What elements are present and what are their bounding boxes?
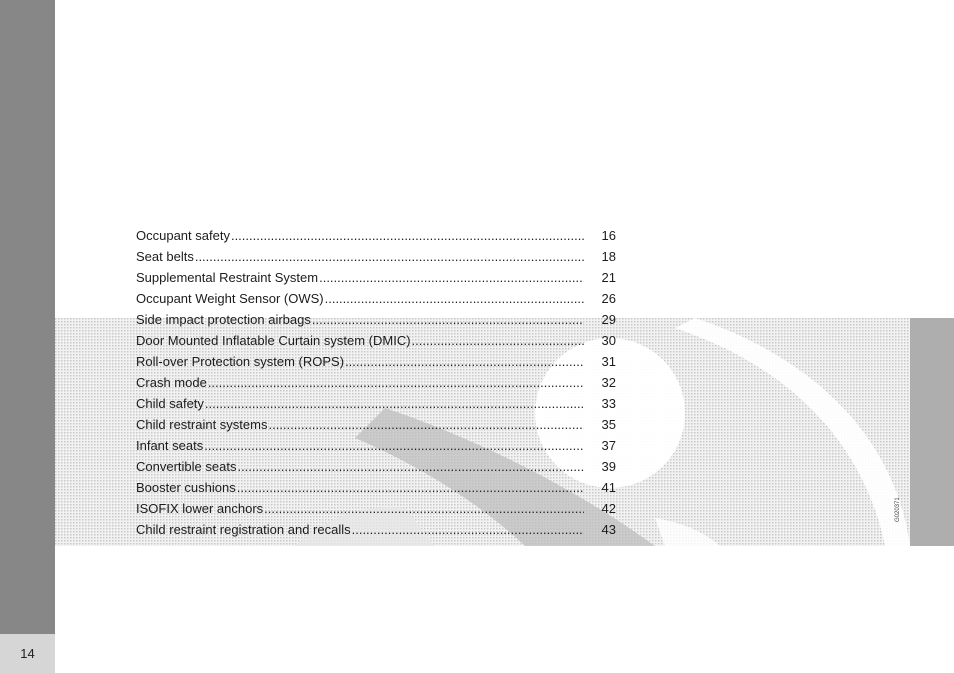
toc-entry-title: Convertible seats [136, 459, 237, 474]
toc-entry-title: Child restraint registration and recalls [136, 522, 351, 537]
toc-entry[interactable] [136, 267, 616, 288]
toc-leader-dots [268, 414, 584, 435]
toc-leader-dots [412, 330, 584, 351]
toc-entry[interactable] [136, 330, 616, 351]
toc-entry[interactable] [136, 225, 616, 246]
toc-leader-dots [325, 288, 584, 309]
toc-entry-title: Supplemental Restraint System [136, 270, 319, 285]
toc-entry-title: Child restraint systems [136, 417, 268, 432]
toc-entry[interactable] [136, 519, 616, 540]
toc-entry[interactable] [136, 456, 616, 477]
toc-leader-dots [237, 456, 584, 477]
toc-entry-page: 31 [601, 354, 616, 369]
image-code: G020371 [895, 497, 901, 522]
toc-entry-page: 43 [601, 522, 616, 537]
toc-leader-dots [205, 393, 584, 414]
toc-entry[interactable] [136, 393, 616, 414]
toc-entry[interactable] [136, 246, 616, 267]
toc-entry-title: ISOFIX lower anchors [136, 501, 264, 516]
toc-entry-title: Occupant Weight Sensor (OWS) [136, 291, 324, 306]
toc-entry-title: Side impact protection airbags [136, 312, 311, 327]
toc-leader-dots [231, 225, 584, 246]
toc-entry-page: 26 [601, 291, 616, 306]
toc-entry-page: 42 [601, 501, 616, 516]
toc-entry-page: 35 [601, 417, 616, 432]
toc-leader-dots [195, 246, 584, 267]
left-margin-bar [0, 0, 55, 673]
toc-entry-title: Roll-over Protection system (ROPS) [136, 354, 345, 369]
toc-entry-title: Crash mode [136, 375, 207, 390]
toc-entry[interactable] [136, 351, 616, 372]
toc-entry[interactable] [136, 498, 616, 519]
toc-entry-title: Booster cushions [136, 480, 236, 495]
toc-entry[interactable] [136, 309, 616, 330]
toc-entry-page: 29 [601, 312, 616, 327]
page-number: 14 [20, 646, 35, 661]
toc-entry-page: 16 [601, 228, 616, 243]
toc-leader-dots [319, 267, 584, 288]
toc-entry-title: Door Mounted Inflatable Curtain system (DMIC) [136, 333, 411, 348]
toc-leader-dots [204, 435, 584, 456]
toc-entry[interactable] [136, 288, 616, 309]
toc-leader-dots [312, 309, 584, 330]
toc-entry-title: Child safety [136, 396, 204, 411]
toc-leader-dots [352, 519, 584, 540]
toc-entry-page: 18 [601, 249, 616, 264]
toc-entry-page: 39 [601, 459, 616, 474]
toc-leader-dots [345, 351, 584, 372]
table-of-contents [136, 225, 616, 540]
toc-leader-dots [237, 477, 584, 498]
toc-entry-page: 21 [601, 270, 616, 285]
toc-entry-page: 41 [601, 480, 616, 495]
toc-entry[interactable] [136, 414, 616, 435]
toc-leader-dots [208, 372, 584, 393]
toc-entry-page: 32 [601, 375, 616, 390]
toc-leader-dots [264, 498, 584, 519]
toc-entry-title: Seat belts [136, 249, 194, 264]
toc-entry[interactable] [136, 372, 616, 393]
toc-entry[interactable] [136, 477, 616, 498]
toc-entry-page: 37 [601, 438, 616, 453]
toc-entry-title: Infant seats [136, 438, 204, 453]
toc-entry-title: Occupant safety [136, 228, 230, 243]
right-section-tab [910, 318, 954, 546]
toc-entry-page: 30 [601, 333, 616, 348]
toc-entry-page: 33 [601, 396, 616, 411]
toc-entry[interactable] [136, 435, 616, 456]
